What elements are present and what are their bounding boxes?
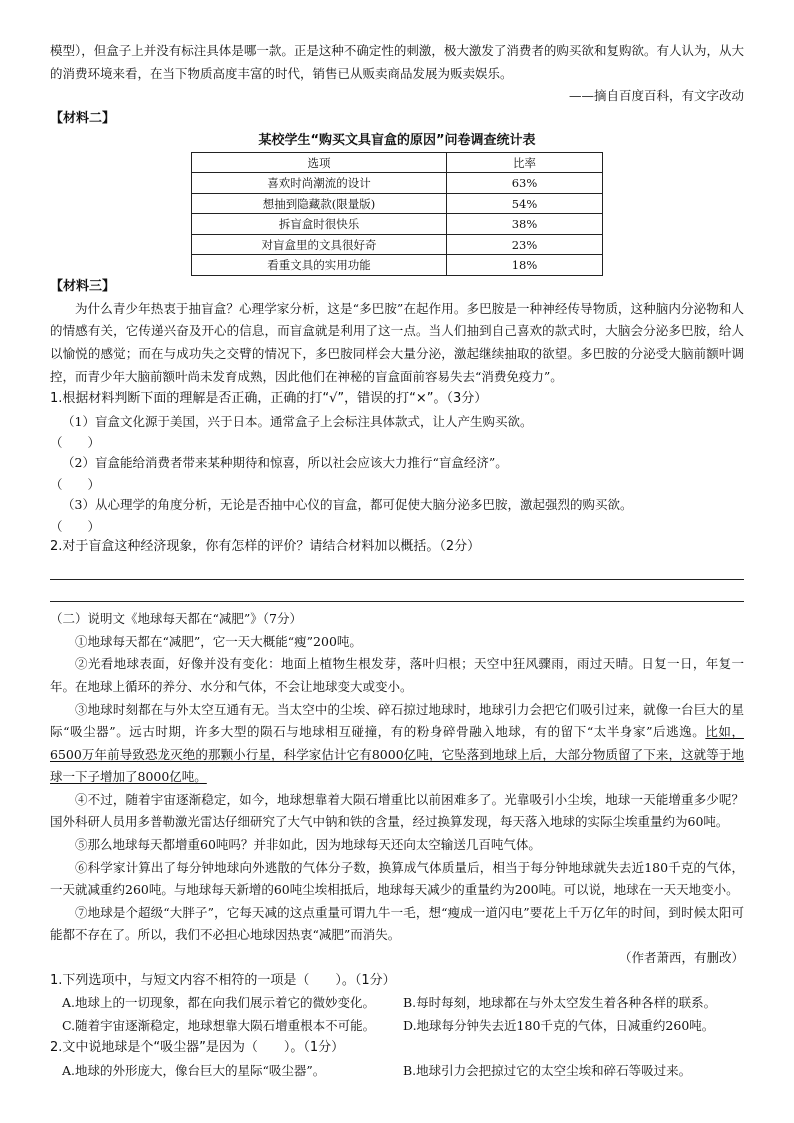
choice-a[interactable]: A.地球上的一切现象，都在向我们展示着它的微妙变化。 [62,995,376,1011]
choice-c[interactable]: C.随着宇宙逐渐稳定，地球想靠大陨石增重根本不可能。 [62,1017,376,1033]
worksheet-page [50,40,744,1083]
article-paragraph-6: ⑥科学家计算出了每分钟地球向外逃散的气体分子数，换算成气体质量后，相当于每分钟地球就失去近180千克的气体，一天就减重约260吨。与地球每天新增的60吨尘埃相抵后，地球每天减少的重量约为200吨。可以说，地球在一天天地变小。 [50,859,744,898]
choice-row [50,992,744,1015]
table-header-row [192,152,603,173]
table-cell-option: 拆盲盒时很快乐 [192,214,447,235]
question-1-item-1: （1）盲盒文化源于美国，兴于日本。通常盒子上会标注具体款式，让人产生购买欲。 [62,413,533,429]
answer-line[interactable] [50,558,744,580]
table-row [192,255,603,276]
table-cell-option: 对盲盒里的文具很好奇 [192,234,447,255]
table-cell-rate: 54% [447,193,603,214]
article-paragraph-2: ②光看地球表面，好像并没有变化：地面上植物生根发芽，落叶归根；天空中狂风骤雨，雨过天晴。日复一日，年复一年。在地球上循环的养分、水分和气体，不会让地球变大或变小。 [50,656,744,694]
survey-table [191,152,603,276]
material3-label: 【材料三】 [50,278,116,294]
table-cell-rate: 38% [447,214,603,235]
intro-source: ——摘自百度百科，有文字改动 [568,88,744,104]
table-cell-rate: 23% [447,234,603,255]
material2-label: 【材料二】 [50,110,116,126]
question-1-prompt: 1.根据材料判断下面的理解是否正确，正确的打“√”，错误的打“×”。（3分） [50,391,488,407]
table-cell-option: 看重文具的实用功能 [192,255,447,276]
article-paragraph-5: ⑤那么地球每天都增重60吨吗？并非如此，因为地球每天还向太空输送几百吨气体。 [75,837,541,853]
article-author: （作者萧西，有删改） [618,950,744,966]
answer-line[interactable] [50,580,744,602]
table-row [192,173,603,194]
choice-b[interactable]: B.地球引力会把掠过它的太空尘埃和碎石等吸过来。 [403,1063,692,1078]
material3-paragraph: 为什么青少年热衷于抽盲盒？心理学家分析，这是“多巴胺”在起作用。多巴胺是一种神经传导物质，这种脑内分泌物和人的情感有关，它传递兴奋及开心的信息，而盲盒就是利用了这一点。当人们抽到自己喜欢的款式时，大脑会分泌多巴胺，给人以愉悦的感觉；而在与成功失之交臂的情况下，多巴胺同样会大量分泌，激起继续抽取的欲望。多巴胺的分泌受大脑前额叶调控，而青少年大脑前额叶尚未发育成熟，因此他们在神秘的盲盒面前容易失去“消费免疫力”。 [50,300,744,384]
choice-row [50,1060,744,1083]
question-1-item-2: （2）盲盒能给消费者带来某种期待和惊喜，所以社会应该大力推行“盲盒经济”。 [62,455,508,471]
article-paragraph-3 [50,699,744,789]
article-paragraph-3-text: ③地球时刻都在与外太空互通有无。当太空中的尘埃、碎石掠过地球时，地球引力会把它们吸引过来，就像一台巨大的星际“吸尘器”。远古时期，许多大型的陨石与地球相互碰撞，有的粉身碎骨融入地球，有的留下“太半身家”后逃逸。 [50,701,744,740]
article-paragraph-7: ⑦地球是个超级“大胖子”，它每天减的这点重量可谓九牛一毛，想“瘦成一道闪电”要花上千万亿年的时间，到时候太阳可能都不存在了。所以，我们不必担心地球因热衷“减肥”而消失。 [50,904,744,943]
question-1-item-3: （3）从心理学的角度分析，无论是否抽中心仪的盲盒，都可促使大脑分泌多巴胺，激起强烈的购买欲。 [62,496,633,512]
intro-paragraph: 模型），但盒子上并没有标注具体是哪一款。正是这种不确定性的刺激，极大激发了消费者的购买欲和复购欲。有人认为，从大的消费环境来看，在当下物质高度丰富的时代，销售已从贩卖商品发展为贩卖娱乐。 [50,43,744,81]
table-row [192,214,603,235]
article-paragraph-1: ①地球每天都在“减肥”，它一天大概能“瘦”200吨。 [75,633,362,649]
section-2-title: （二）说明文《地球每天都在“减肥”》（7分） [50,611,302,627]
table-cell-option: 想抽到隐藏款(限量版) [192,193,447,214]
table-row [192,234,603,255]
question-2-prompt: 2.对于盲盒这种经济现象，你有怎样的评价？请结合材料加以概括。（2分） [50,538,481,554]
choice-b[interactable]: B.每时每刻，地球都在与外太空发生着各种各样的联系。 [403,995,717,1011]
table-cell-option: 喜欢时尚潮流的设计 [192,173,447,194]
choice-a[interactable]: A.地球的外形庞大，像台巨大的星际“吸尘器”。 [62,1063,326,1078]
answer-blank[interactable]: （ ） [50,518,101,534]
question-4-prompt: 2.文中说地球是个“吸尘器”是因为（ ）。（1分） [50,1040,345,1056]
answer-blank[interactable]: （ ） [50,476,101,492]
table-row [192,193,603,214]
underlined-sentence: 比如，6500万年前导致恐龙灭绝的那颗小行星，科学家估计它有8000亿吨，它坠落到地球上后，大部分物质留了下来，这就等于地球一下子增加了8000亿吨。 [50,724,744,785]
table-cell-rate: 63% [447,173,603,194]
choice-d[interactable]: D.地球每分钟失去近180千克的气体，日减重约260吨。 [403,1017,715,1033]
survey-table-title: 某校学生“购买文具盲盒的原因”问卷调查统计表 [258,132,536,148]
table-header-option: 选项 [192,152,447,173]
table-header-rate: 比率 [447,152,603,173]
table-cell-rate: 18% [447,255,603,276]
article-paragraph-4: ④不过，随着宇宙逐渐稳定，如今，地球想靠着大陨石增重比以前困难多了。光靠吸引小尘埃，地球一天能增重多少呢？国外科研人员用多普勒激光雷达仔细研究了大气中钠和铁的含量，经过换算发现，每天落入地球的实际尘埃重量约为60吨。 [50,791,744,830]
choice-row [50,1015,744,1038]
question-3-prompt: 1.下列选项中，与短文内容不相符的一项是（ ）。（1分） [50,972,396,988]
answer-blank[interactable]: （ ） [50,435,101,451]
